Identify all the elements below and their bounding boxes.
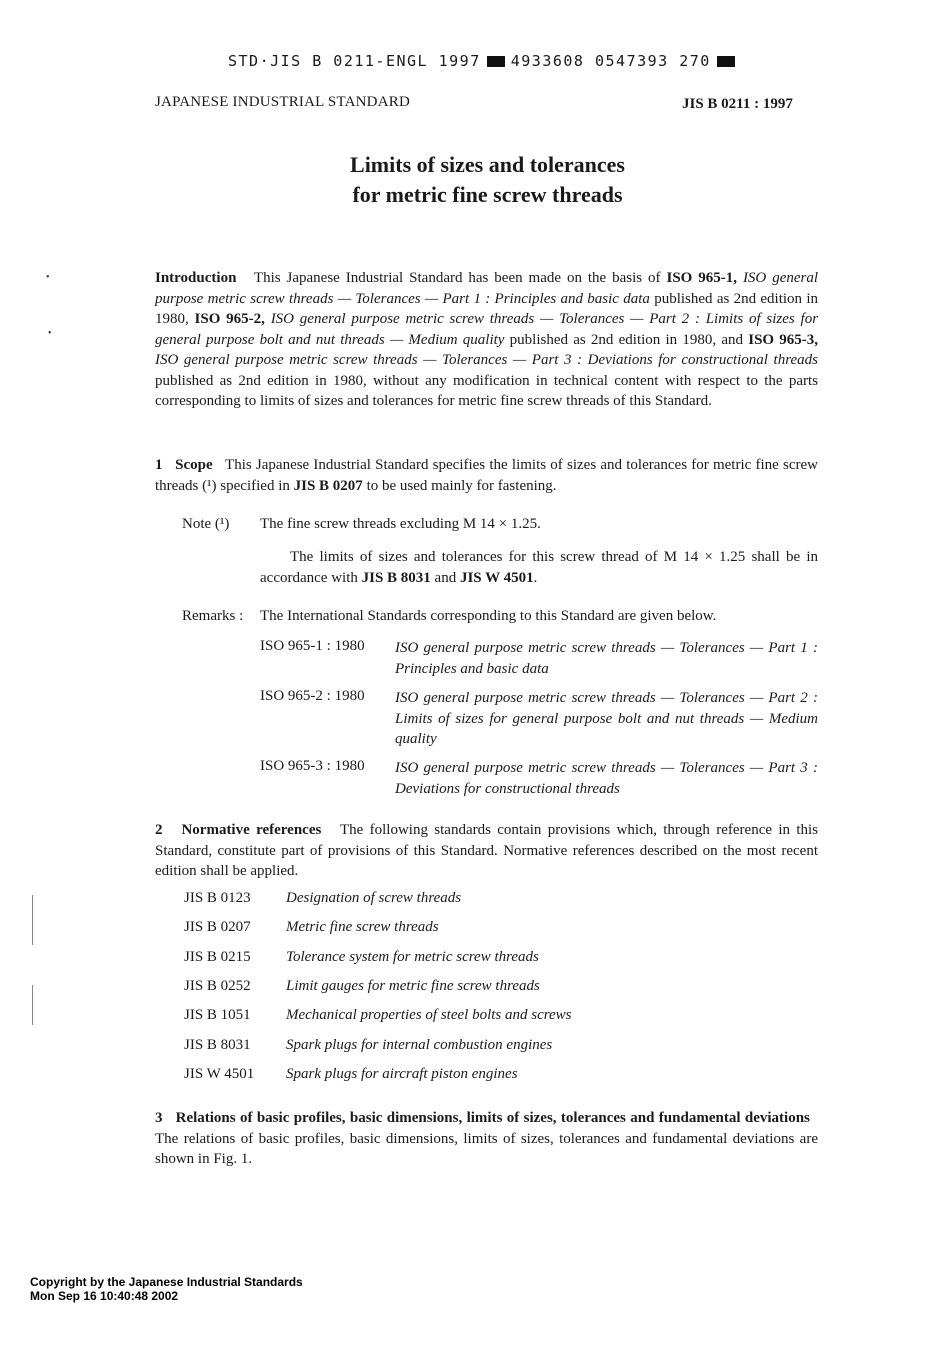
- reference-code: JIS B 0207: [184, 919, 251, 935]
- margin-line: [32, 985, 33, 1025]
- remarks-label: Remarks :: [182, 608, 244, 624]
- reference-title: Metric fine screw threads: [286, 919, 439, 935]
- title-line-2: for metric fine screw threads: [352, 182, 623, 207]
- relations-heading: Relations of basic profiles, basic dimensions, limits of sizes, tolerances and fundamental deviations: [175, 1110, 810, 1126]
- page-title: [300, 150, 675, 210]
- remarks-text: The International Standards corresponding to this Standard are given below.: [260, 608, 717, 624]
- reference-code: JIS B 0252: [184, 978, 251, 994]
- section-number: 1: [155, 457, 163, 473]
- normative-references-heading: Normative references: [181, 822, 322, 838]
- scope-paragraph: 1 Scope This Japanese Industrial Standard specifies the limits of sizes and tolerances for metric fine screw threads (¹) specified in JIS B 0207 to be used mainly for fastening.: [155, 457, 819, 494]
- reference-title: Spark plugs for aircraft piston engines: [286, 1066, 518, 1082]
- introduction-heading: Introduction: [155, 270, 237, 286]
- reference-title: Tolerance system for metric screw threads: [286, 949, 539, 965]
- iso-code: ISO 965-1 : 1980: [260, 638, 365, 654]
- reference-title: Designation of screw threads: [286, 890, 462, 906]
- note-text: The fine screw threads excluding M 14 × 1.25.: [260, 516, 541, 532]
- normative-references-paragraph: 2 Normative references The following standards contain provisions which, through reference in this Standard, constitute part of provisions of this Standard. Normative references described on the most recent edition shall be applied.: [155, 822, 818, 879]
- margin-mark: •: [46, 272, 50, 283]
- title-line-1: Limits of sizes and tolerances: [350, 152, 625, 177]
- reference-title: Limit gauges for metric fine screw threads: [286, 978, 540, 994]
- scope-heading: Scope: [175, 457, 213, 473]
- filled-block-icon: [487, 56, 505, 67]
- reference-code: JIS B 8031: [184, 1037, 251, 1053]
- note-continuation: The limits of sizes and tolerances for this screw thread of M 14 × 1.25 shall be in accordance with JIS B 8031 and JIS W 4501.: [260, 549, 818, 586]
- code-line-part2: 4933608 0547393 270: [510, 52, 711, 70]
- reference-code: JIS W 4501: [184, 1066, 255, 1082]
- margin-mark: •: [48, 328, 52, 339]
- iso-code: ISO 965-2 : 1980: [260, 688, 365, 704]
- note-label: Note (¹): [182, 516, 230, 532]
- reference-code: JIS B 1051: [184, 1007, 251, 1023]
- copyright-line: Copyright by the Japanese Industrial Standards: [30, 1275, 303, 1289]
- standard-number: JIS B 0211 : 1997: [682, 96, 793, 112]
- relations-paragraph: 3 Relations of basic profiles, basic dimensions, limits of sizes, tolerances and fundamental deviations The relations of basic profiles, basic dimensions, limits of sizes, tolerances and fundamental deviations are shown in Fig. 1.: [155, 1110, 818, 1167]
- copyright-footer: [30, 1275, 303, 1303]
- section-number: 2: [155, 822, 163, 838]
- section-number: 3: [155, 1110, 163, 1126]
- reference-title: Mechanical properties of steel bolts and screws: [286, 1007, 572, 1023]
- timestamp-line: Mon Sep 16 10:40:48 2002: [30, 1289, 179, 1303]
- iso-title: ISO general purpose metric screw threads — Tolerances — Part 1 : Principles and basic data: [395, 640, 818, 677]
- reference-code: JIS B 0123: [184, 890, 251, 906]
- reference-title: Spark plugs for internal combustion engines: [286, 1037, 553, 1053]
- iso-title: ISO general purpose metric screw threads — Tolerances — Part 3 : Deviations for constructional threads: [395, 760, 818, 797]
- iso-title: ISO general purpose metric screw threads — Tolerances — Part 2 : Limits of sizes for general purpose bolt and nut threads — Medium quality: [395, 690, 818, 747]
- reference-code: JIS B 0215: [184, 949, 251, 965]
- standard-category: JAPANESE INDUSTRIAL STANDARD: [155, 94, 410, 110]
- document-code-line: [228, 52, 741, 70]
- iso-code: ISO 965-3 : 1980: [260, 758, 365, 774]
- code-line-part1: STD·JIS B 0211-ENGL 1997: [228, 52, 481, 70]
- margin-line: [32, 895, 33, 945]
- introduction-paragraph: Introduction This Japanese Industrial Standard has been made on the basis of ISO 965-1, ISO general purpose metric screw threads — Tolerances — Part 1 : Principles and basic data published as 2nd edition in 1980, ISO 965-2, ISO general purpose metric screw threads — Tolerances — Part 2 : Limits of sizes for general purpose bolt and nut threads — Medium quality published as 2nd edition in 1980, and ISO 965-3, ISO general purpose metric screw threads — Tolerances — Part 3 : Deviations for constructional threads published as 2nd edition in 1980, without any modification in technical content with respect to the parts corresponding to limits of sizes and tolerances for metric fine screw threads of this Standard.: [155, 270, 819, 409]
- filled-block-icon: [717, 56, 735, 67]
